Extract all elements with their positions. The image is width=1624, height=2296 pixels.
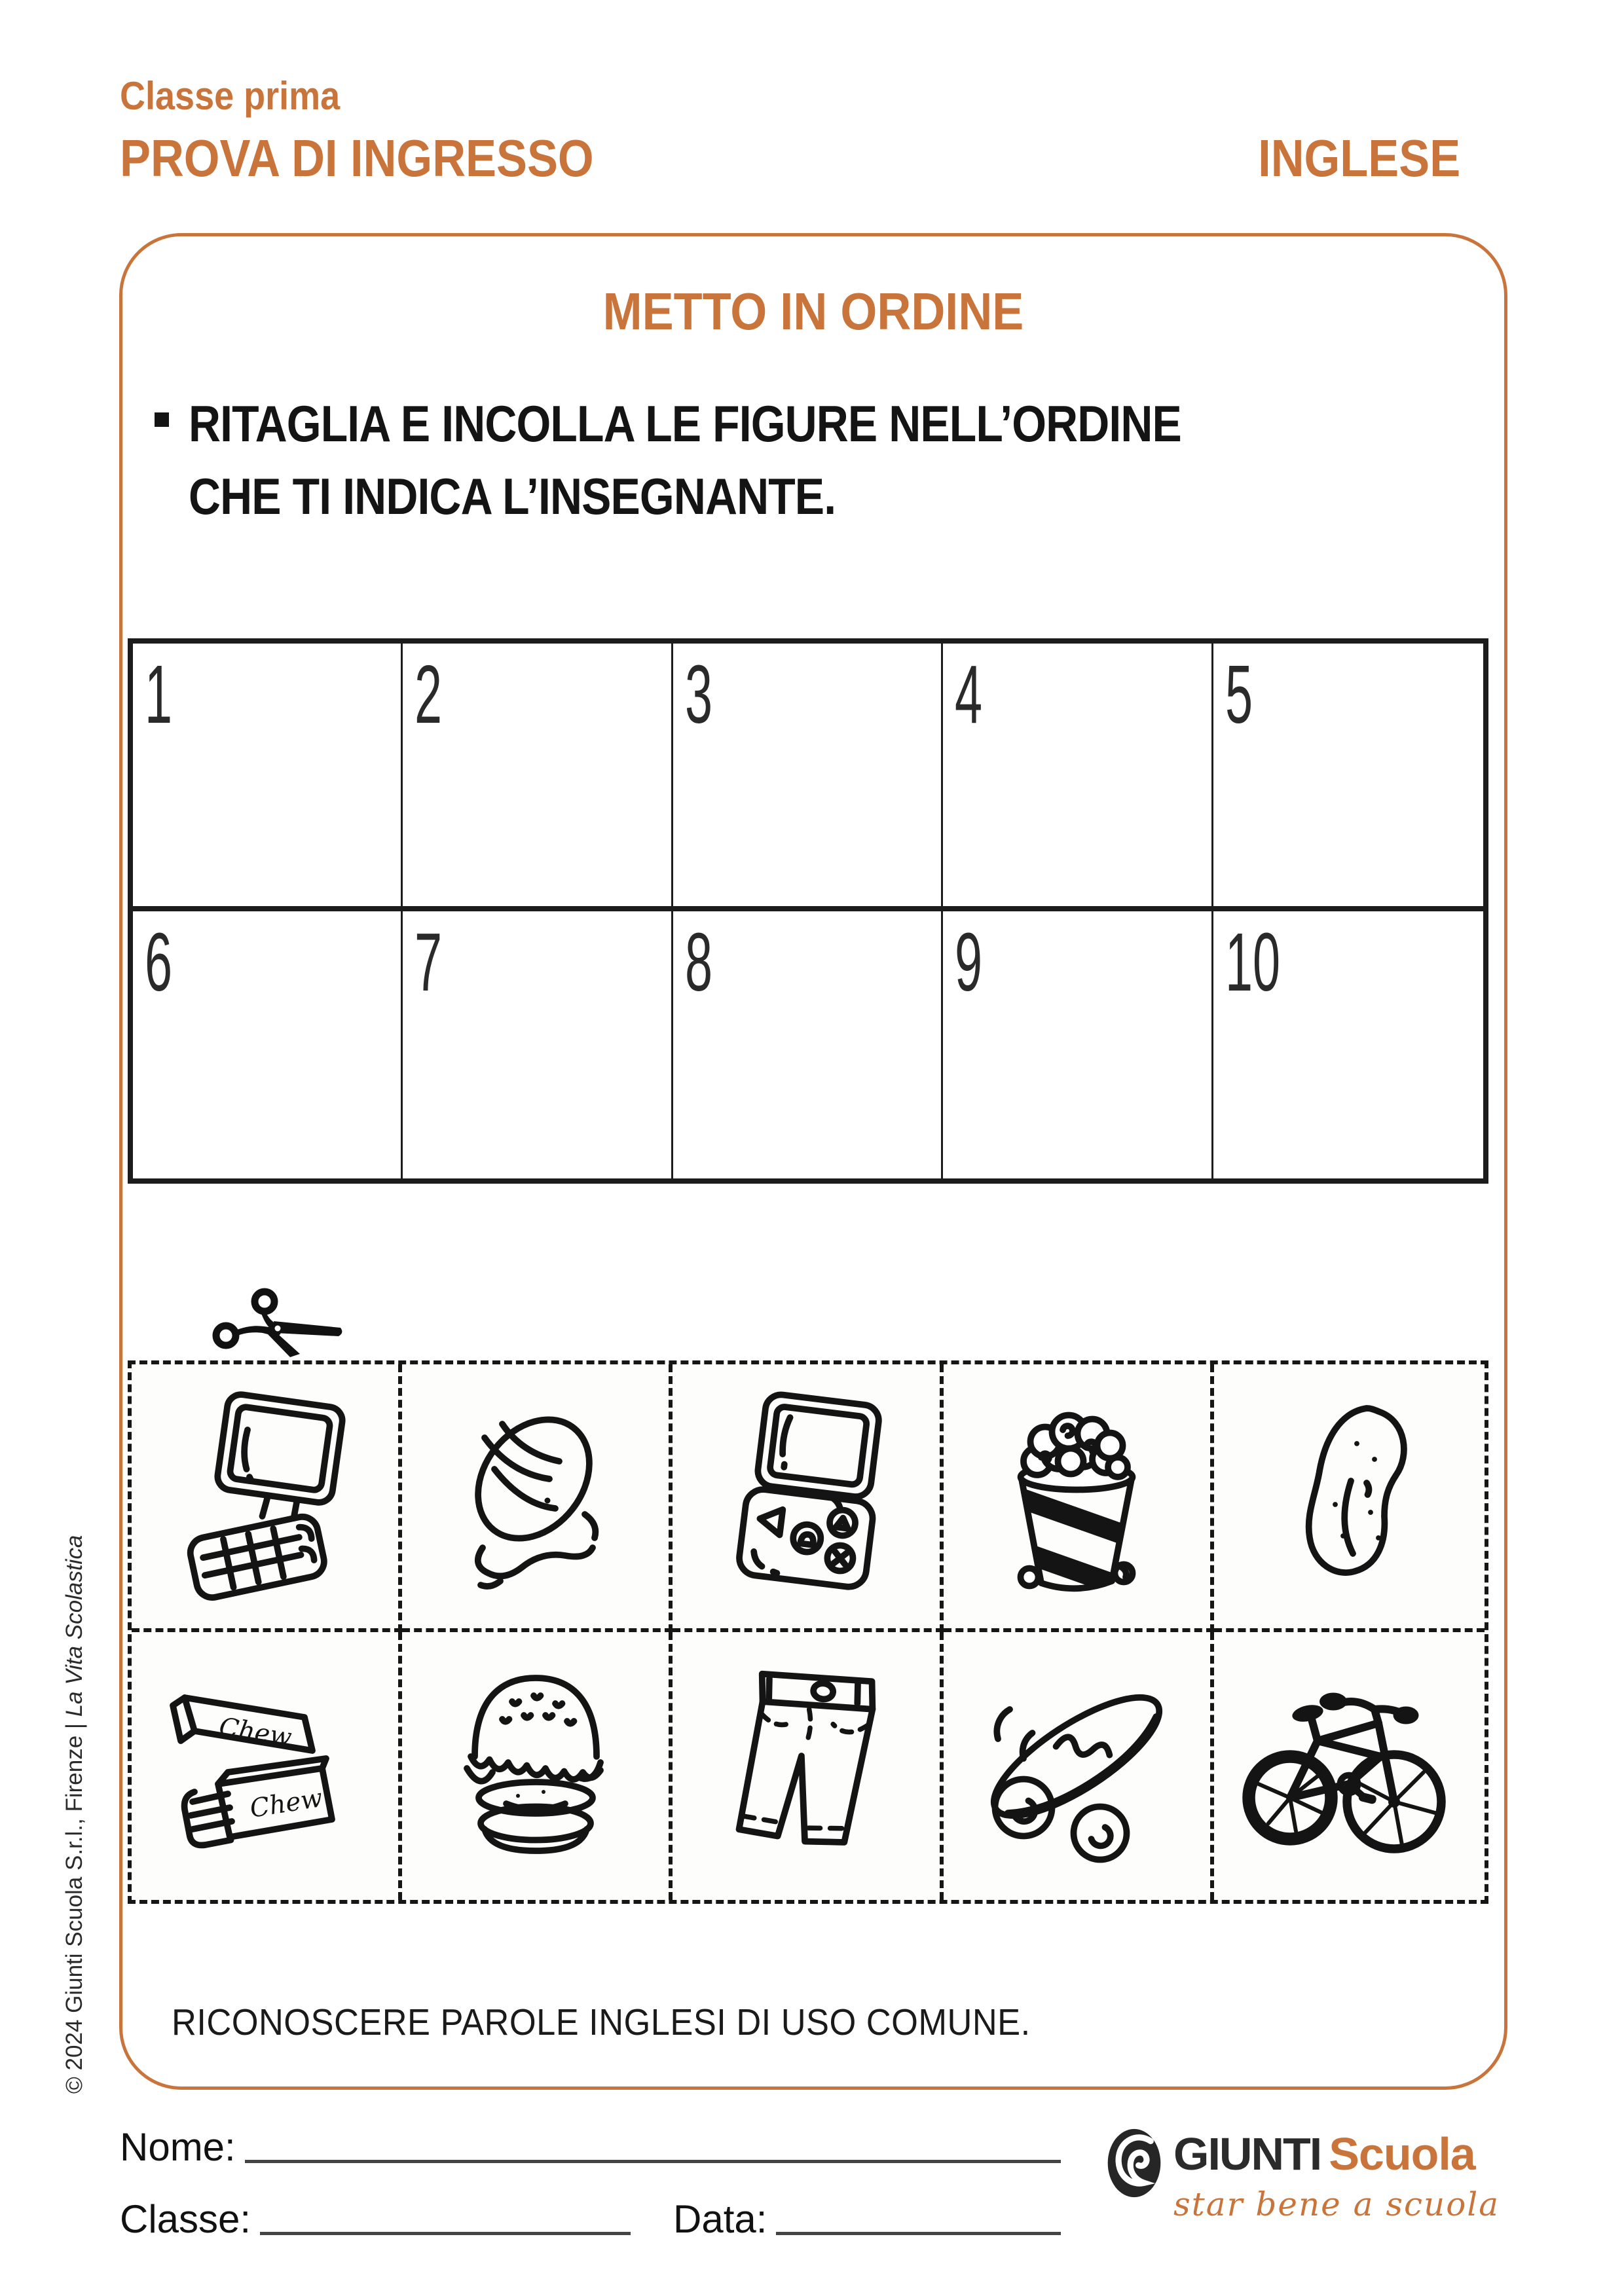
chewing-gum-icon	[157, 1655, 373, 1878]
bicycle-icon	[1241, 1655, 1457, 1878]
cell-number: 3	[684, 648, 712, 740]
class-group	[120, 2197, 631, 2241]
answer-cell-9	[943, 911, 1213, 1179]
answer-cell-1	[133, 644, 403, 911]
answer-cell-2	[403, 644, 673, 911]
cutout-item-chewing-gum	[132, 1632, 402, 1900]
answer-cell-7	[403, 911, 673, 1179]
answer-cell-8	[673, 911, 943, 1179]
cutout-item-popcorn	[944, 1364, 1214, 1632]
class-date-row	[120, 2197, 1061, 2241]
logo-text	[1173, 2128, 1500, 2223]
cell-number: 9	[955, 915, 983, 1008]
cutout-item-fried-chicken	[1214, 1364, 1485, 1632]
scissors-icon	[208, 1287, 349, 1360]
gum-box-label: Chew	[248, 1783, 325, 1824]
date-label: Data:	[673, 2197, 767, 2241]
date-group	[673, 2197, 1061, 2241]
cutout-item-computer	[132, 1364, 402, 1632]
brand-scuola: Scuola	[1329, 2128, 1475, 2179]
cutout-item-jeans	[673, 1632, 943, 1900]
cell-number: 8	[684, 915, 712, 1008]
copyright-prefix: © 2024 Giunti Scuola S.r.l., Firenze |	[62, 1717, 87, 2094]
brand-giunti: GIUNTI	[1173, 2128, 1321, 2179]
instruction-text	[189, 388, 1181, 533]
popcorn-icon	[969, 1385, 1185, 1608]
hamburger-icon	[428, 1655, 644, 1878]
answer-grid	[128, 638, 1488, 1184]
cutout-item-game-console	[673, 1364, 943, 1632]
computer-icon	[157, 1385, 373, 1608]
cell-number: 4	[955, 648, 983, 740]
answer-cell-5	[1213, 644, 1483, 911]
cell-number: 7	[415, 915, 443, 1008]
name-fill-line[interactable]	[245, 2160, 1061, 2163]
cell-number: 6	[145, 915, 173, 1008]
cell-number: 5	[1225, 648, 1253, 740]
cutout-item-skateboard	[944, 1632, 1214, 1900]
giunti-g-mark-icon	[1107, 2128, 1162, 2198]
subject-label: INGLESE	[1257, 129, 1460, 187]
worksheet-title: METTO IN ORDINE	[602, 282, 1024, 340]
cell-number: 2	[415, 648, 443, 740]
gum-pack-label: Chew	[217, 1711, 294, 1753]
objective-text: RICONOSCERE PAROLE INGLESI DI USO COMUNE.	[172, 2001, 1031, 2043]
fried-chicken-icon	[1241, 1385, 1457, 1608]
answer-cell-3	[673, 644, 943, 911]
cutout-grid	[128, 1360, 1488, 1904]
instruction-line-2: CHE TI INDICA L’INSEGNANTE.	[189, 467, 836, 525]
copyright-publication: La Vita Scolastica	[62, 1535, 87, 1717]
cell-number: 10	[1225, 915, 1280, 1008]
answer-cell-4	[943, 644, 1213, 911]
cell-number: 1	[145, 648, 173, 740]
class-label: Classe:	[120, 2197, 251, 2241]
class-fill-line[interactable]	[260, 2232, 631, 2235]
answer-cell-10	[1213, 911, 1483, 1179]
name-label: Nome:	[120, 2125, 236, 2169]
jeans-icon	[698, 1655, 914, 1878]
instruction-line-1: RITAGLIA E INCOLLA LE FIGURE NELL’ORDINE	[189, 395, 1181, 452]
cutout-item-mouse	[402, 1364, 673, 1632]
giunti-scuola-logo	[1107, 2128, 1500, 2223]
logo-tagline: star bene a scuola	[1173, 2185, 1500, 2223]
copyright-text	[62, 1535, 88, 2094]
skateboard-icon	[969, 1655, 1185, 1878]
cutout-item-bicycle	[1214, 1632, 1485, 1900]
mouse-icon	[428, 1385, 644, 1608]
class-level-label: Classe prima	[120, 74, 341, 118]
doc-type-label: PROVA DI INGRESSO	[120, 129, 594, 187]
game-console-icon	[698, 1385, 914, 1608]
bullet-square-icon	[155, 412, 169, 427]
answer-cell-6	[133, 911, 403, 1179]
name-row	[120, 2125, 1061, 2169]
cutout-item-hamburger	[402, 1632, 673, 1900]
instruction	[155, 388, 1329, 533]
date-fill-line[interactable]	[776, 2232, 1061, 2235]
